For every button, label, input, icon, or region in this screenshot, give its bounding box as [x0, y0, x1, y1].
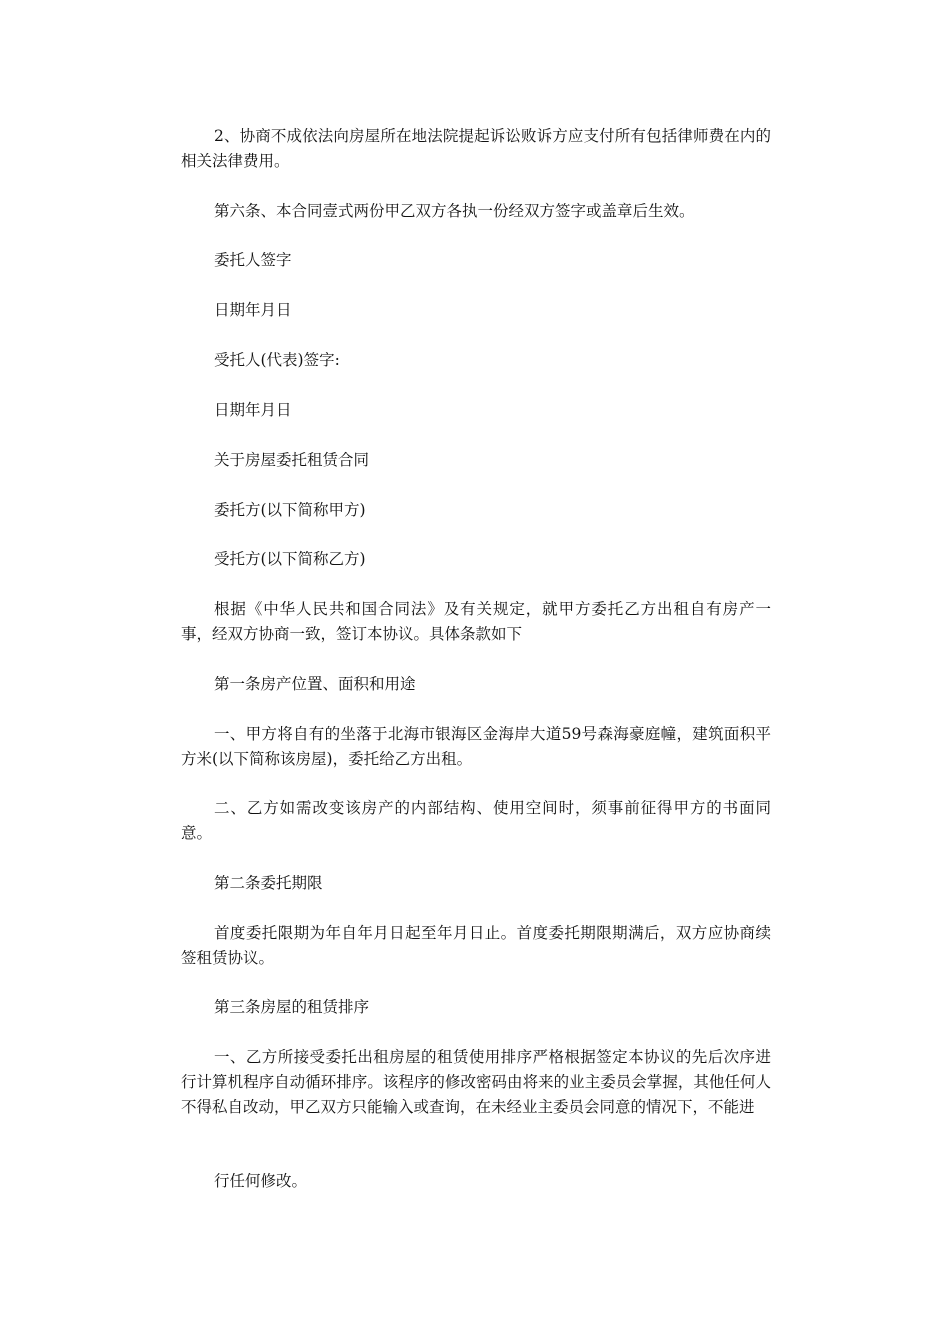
paragraph-date-1: 日期年月日 — [214, 301, 292, 319]
paragraph-party-a: 委托方(以下简称甲方) — [214, 501, 366, 519]
paragraph-date-2: 日期年月日 — [214, 401, 292, 419]
paragraph-article-two-body: 首度委托限期为年自年月日起至年月日止。首度委托期限期满后，双方应协商续签租赁协议。 — [181, 924, 771, 967]
paragraph-contract-title: 关于房屋委托租赁合同 — [214, 451, 370, 469]
paragraph-agent-signature: 受托人(代表)签字: — [214, 351, 340, 369]
paragraph-article-one-item-2: 二、乙方如需改变该房产的内部结构、使用空间时，须事前征得甲方的书面同意。 — [181, 799, 771, 842]
paragraph-preamble: 根据《中华人民共和国合同法》及有关规定，就甲方委托乙方出租自有房产一事，经双方协商一致，签订本协议。具体条款如下 — [181, 600, 771, 643]
paragraph-article-six: 第六条、本合同壹式两份甲乙双方各执一份经双方签字或盖章后生效。 — [214, 202, 695, 220]
paragraph-litigation-costs: 2、协商不成依法向房屋所在地法院提起诉讼败诉方应支付所有包括律师费在内的相关法律费用。 — [181, 127, 771, 170]
paragraph-party-b: 受托方(以下简称乙方) — [214, 550, 366, 568]
paragraph-principal-signature: 委托人签字 — [214, 251, 292, 269]
paragraph-article-three-continuation: 行任何修改。 — [214, 1172, 308, 1190]
paragraph-article-one-item-1: 一、甲方将自有的坐落于北海市银海区金海岸大道59号森海豪庭幢，建筑面积平方米(以下简称该房屋)，委托给乙方出租。 — [181, 725, 771, 768]
paragraph-article-one-heading: 第一条房产位置、面积和用途 — [214, 675, 416, 693]
paragraph-article-two-heading: 第二条委托期限 — [214, 874, 323, 892]
paragraph-article-three-item-1: 一、乙方所接受委托出租房屋的租赁使用排序严格根据签定本协议的先后次序进行计算机程序自动循环排序。该程序的修改密码由将来的业主委员会掌握，其他任何人不得私自改动，甲乙双方只能输入或查询，在未经业主委员会同意的情况下，不能进 — [181, 1048, 771, 1116]
paragraph-article-three-heading: 第三条房屋的租赁排序 — [214, 998, 370, 1016]
